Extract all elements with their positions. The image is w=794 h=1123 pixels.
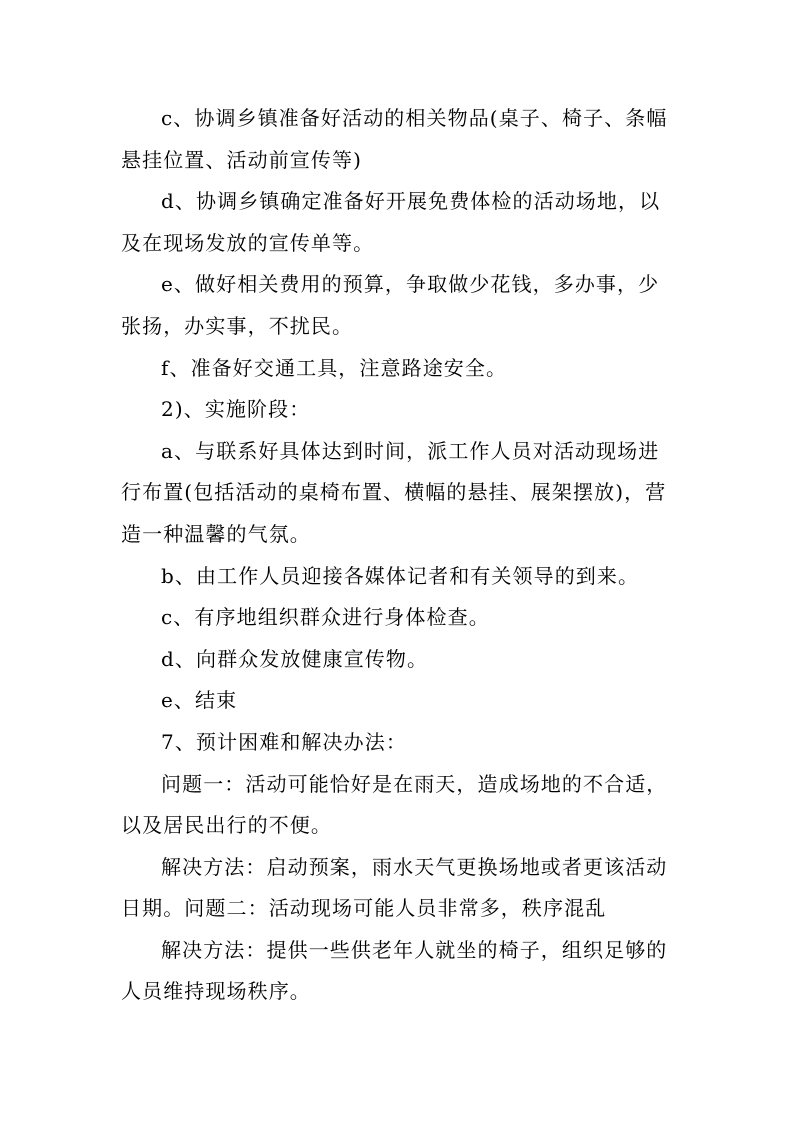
section-heading-difficulties: 7、预计困难和解决办法： bbox=[161, 729, 407, 754]
paragraph-impl-item-b: b、由工作人员迎接各媒体记者和有关领导的到来。 bbox=[161, 563, 640, 588]
paragraph-prep-item-f: f、准备好交通工具，注意路途安全。 bbox=[161, 355, 508, 380]
paragraph-solution-one: 解决方法：启动预案，雨水天气更换场地或者更该活动日期。问题二：活动现场可能人员非常多，秩序混乱 bbox=[121, 854, 668, 921]
paragraph-solution-two: 解决方法：提供一些供老年人就坐的椅子，组织足够的人员维持现场秩序。 bbox=[121, 937, 668, 1004]
document-body bbox=[121, 98, 677, 1013]
paragraph-impl-item-d: d、向群众发放健康宣传物。 bbox=[161, 646, 429, 671]
paragraph-impl-item-e: e、结束 bbox=[161, 688, 238, 713]
paragraph-prep-item-e: e、做好相关费用的预算，争取做少花钱，多办事，少张扬，办实事，不扰民。 bbox=[121, 272, 660, 338]
section-heading-implementation: 2)、实施阶段： bbox=[161, 397, 311, 422]
paragraph-prep-item-c: c、协调乡镇准备好活动的相关物品(桌子、椅子、条幅悬挂位置、活动前宣传等) bbox=[121, 106, 668, 172]
paragraph-problem-one: 问题一：活动可能恰好是在雨天，造成场地的不合适，以及居民出行的不便。 bbox=[121, 771, 668, 838]
paragraph-impl-item-a: a、与联系好具体达到时间，派工作人员对活动现场进行布置(包括活动的桌椅布置、横幅的悬挂、展架摆放)，营造一种温馨的气氛。 bbox=[121, 438, 667, 546]
paragraph-prep-item-d: d、协调乡镇确定准备好开展免费体检的活动场地，以及在现场发放的宣传单等。 bbox=[121, 189, 661, 255]
paragraph-impl-item-c: c、有序地组织群众进行身体检查。 bbox=[161, 605, 490, 630]
